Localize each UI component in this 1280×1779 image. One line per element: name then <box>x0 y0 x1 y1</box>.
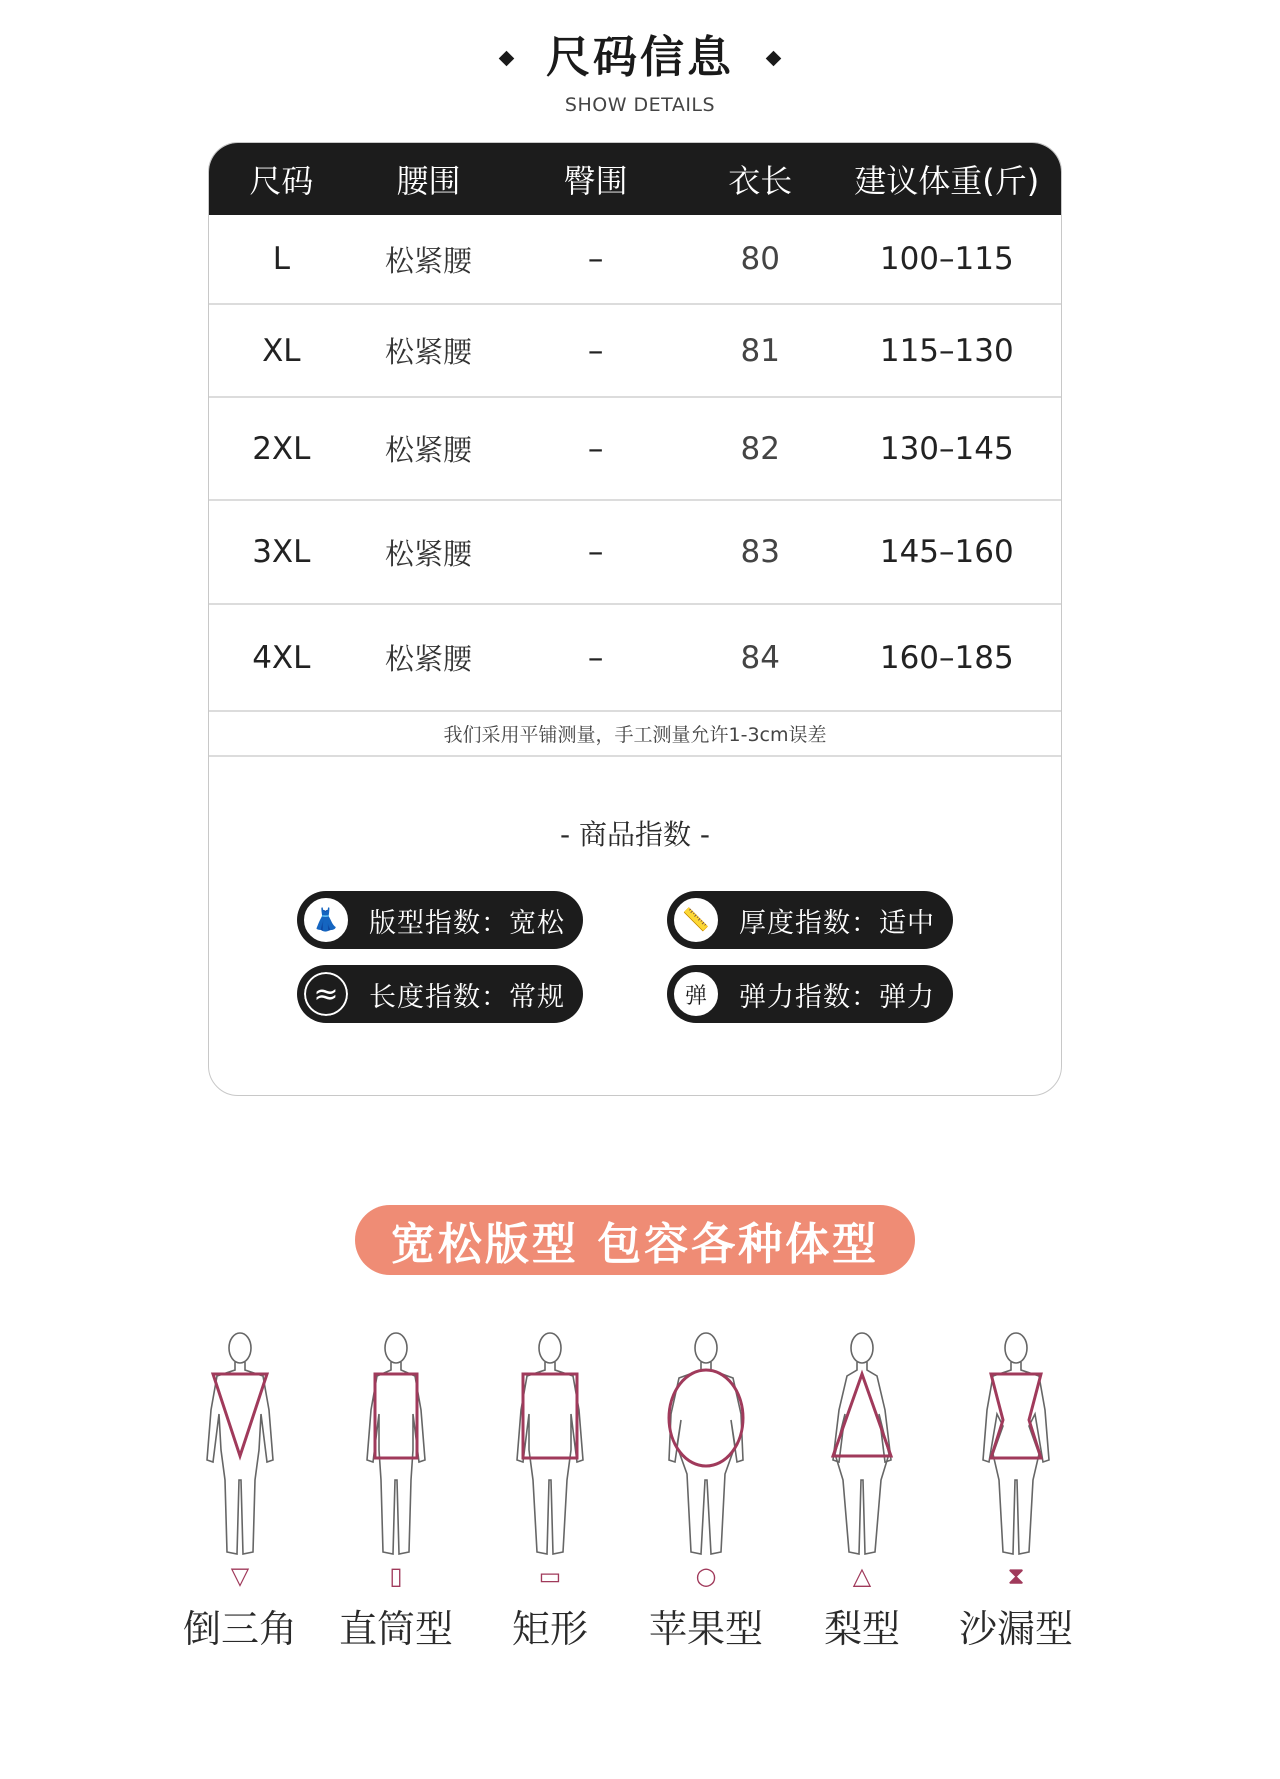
length-cell: 84 <box>740 639 780 676</box>
thickness-index-pill <box>667 891 953 949</box>
waist-cell: 松紧腰 <box>384 536 472 571</box>
thickness-index-label: 厚度指数：适中 <box>739 907 935 939</box>
length-index-label: 长度指数：常规 <box>369 981 565 1013</box>
hourglass-symbol: ⧗ <box>1007 1562 1025 1590</box>
rectangle-label: 矩形 <box>511 1607 588 1651</box>
ruler-icon: 📏 <box>671 895 721 945</box>
table-row <box>209 215 1061 305</box>
length-cell: 83 <box>740 534 780 570</box>
size-cell: XL <box>262 332 301 369</box>
waist-cell: 松紧腰 <box>384 243 472 278</box>
column-header-size: 尺码 <box>249 162 314 200</box>
length-cell: 81 <box>740 332 780 369</box>
inverted-triangle-symbol: ▽ <box>230 1562 250 1590</box>
waist-cell: 松紧腰 <box>384 335 472 369</box>
hip-cell: – <box>587 430 604 467</box>
page-title: 尺码信息 <box>546 32 734 83</box>
body-type-hourglass <box>946 1330 1086 1660</box>
waist-cell: 松紧腰 <box>384 642 472 676</box>
hip-cell: – <box>587 332 604 369</box>
body-type-straight <box>326 1330 466 1660</box>
table-row <box>209 605 1061 712</box>
body-type-rectangle <box>480 1330 620 1660</box>
page-subtitle: SHOW DETAILS <box>564 94 716 116</box>
fit-index-label: 版型指数：宽松 <box>369 907 565 939</box>
rectangle-figure-icon <box>505 1330 595 1560</box>
size-table-header <box>209 143 1061 215</box>
weight-cell: 130–145 <box>879 430 1014 467</box>
body-type-pear <box>792 1330 932 1660</box>
length-cell: 82 <box>740 430 780 467</box>
page-header <box>0 28 1280 116</box>
size-card <box>208 142 1062 1096</box>
column-header-waist: 腰围 <box>396 162 461 200</box>
size-cell: 4XL <box>252 639 311 676</box>
fit-index-pill <box>297 891 583 949</box>
hip-cell: – <box>587 241 604 277</box>
table-row <box>209 501 1061 605</box>
index-pills <box>209 853 1061 1053</box>
measurement-note: 我们采用平铺测量，手工测量允许1-3cm误差 <box>209 712 1061 757</box>
elastic-icon: 弹 <box>671 969 721 1019</box>
diamond-icon-left <box>499 50 515 66</box>
column-header-hip: 臀围 <box>563 162 628 200</box>
body-type-inverted-triangle <box>170 1330 310 1660</box>
body-type-figures <box>0 1330 1280 1660</box>
elastic-index-label: 弹力指数：弹力 <box>739 981 935 1013</box>
pear-label: 梨型 <box>823 1607 900 1651</box>
loose-fit-banner: 宽松版型 包容各种体型 <box>355 1205 915 1275</box>
straight-label: 直筒型 <box>338 1607 453 1651</box>
column-header-weight: 建议体重(斤) <box>854 162 1040 200</box>
table-row <box>209 398 1061 501</box>
length-cell: 80 <box>740 241 780 277</box>
hourglass-figure-icon <box>971 1330 1061 1560</box>
inverted-triangle-figure-icon <box>195 1330 285 1560</box>
weight-cell: 160–185 <box>879 639 1014 676</box>
apple-figure-icon <box>661 1330 751 1560</box>
rectangle-symbol: ▭ <box>538 1562 562 1590</box>
size-cell: 3XL <box>252 534 311 570</box>
waist-cell: 松紧腰 <box>384 433 472 467</box>
apple-symbol: ○ <box>695 1562 717 1590</box>
hip-cell: – <box>587 639 604 676</box>
hip-cell: – <box>587 534 604 570</box>
index-title: - 商品指数 - <box>559 818 710 851</box>
weight-cell: 115–130 <box>879 332 1014 369</box>
column-header-length: 衣长 <box>728 162 793 200</box>
size-cell: 2XL <box>252 430 311 467</box>
length-index-pill <box>297 965 583 1023</box>
table-row <box>209 305 1061 398</box>
body-type-apple <box>636 1330 776 1660</box>
title-row <box>0 28 1280 88</box>
elastic-index-pill <box>667 965 953 1023</box>
pear-symbol: △ <box>852 1562 872 1590</box>
straight-figure-icon <box>351 1330 441 1560</box>
size-cell: L <box>272 241 290 277</box>
diamond-icon-right <box>766 50 782 66</box>
straight-symbol: ▯ <box>389 1562 403 1590</box>
wave-icon: ≈ <box>301 969 351 1019</box>
pear-figure-icon <box>817 1330 907 1560</box>
weight-cell: 145–160 <box>879 534 1014 570</box>
hourglass-label: 沙漏型 <box>958 1607 1073 1651</box>
dress-icon: 👗 <box>301 895 351 945</box>
weight-cell: 100–115 <box>879 241 1014 277</box>
apple-label: 苹果型 <box>648 1607 763 1651</box>
inverted-triangle-label: 倒三角 <box>182 1607 297 1651</box>
